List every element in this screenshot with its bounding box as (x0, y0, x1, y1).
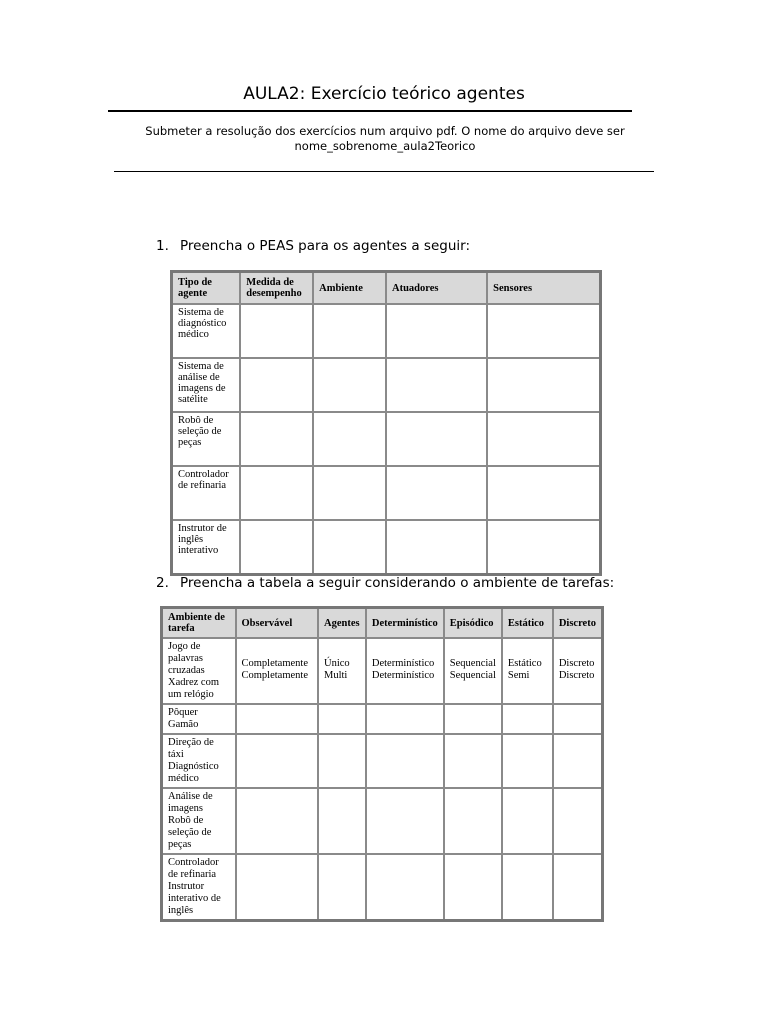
agents-cell (318, 638, 366, 704)
page-title: AULA2: Exercício teórico agentes (243, 84, 525, 104)
observable-value: Completamente (241, 670, 308, 681)
table-row (162, 854, 603, 921)
peas-empty-cell[interactable] (386, 358, 487, 412)
discrete-value: Discreto (558, 658, 595, 669)
peas-header-environment: Ambiente (313, 272, 386, 305)
episodic-value: Sequencial (449, 658, 496, 669)
discrete-value: Discreto (558, 670, 595, 681)
peas-empty-cell[interactable] (313, 520, 386, 575)
peas-empty-cell[interactable] (313, 358, 386, 412)
env-name: Direção de táxi (168, 737, 214, 760)
question-1-number: 1. (156, 238, 169, 254)
env-header-discrete: Discreto (553, 608, 603, 639)
peas-agent-cell: Controlador de refinaria (172, 466, 241, 520)
env-empty-cell[interactable] (502, 788, 553, 854)
episodic-value: Sequencial (449, 670, 496, 681)
env-header-observable: Observável (236, 608, 319, 639)
env-name-cell (162, 704, 236, 734)
env-empty-cell[interactable] (502, 734, 553, 788)
env-name-cell (162, 638, 236, 704)
env-empty-cell[interactable] (444, 734, 502, 788)
table-row (162, 704, 603, 734)
peas-empty-cell[interactable] (487, 304, 600, 358)
peas-agent-cell: Sistema de análise de imagens de satélite (172, 358, 241, 412)
table-row (162, 788, 603, 854)
peas-agent-cell: Robô de seleção de peças (172, 412, 241, 466)
env-name-cell (162, 788, 236, 854)
peas-empty-cell[interactable] (240, 358, 313, 412)
question-1-text: Preencha o PEAS para os agentes a seguir: (180, 238, 470, 254)
env-name: Xadrez com um relógio (168, 677, 220, 700)
env-empty-cell[interactable] (236, 704, 319, 734)
env-name-cell (162, 734, 236, 788)
peas-empty-cell[interactable] (240, 466, 313, 520)
question-2 (156, 575, 614, 591)
env-empty-cell[interactable] (318, 704, 366, 734)
env-header-episodic: Episódico (444, 608, 502, 639)
env-empty-cell[interactable] (444, 704, 502, 734)
env-empty-cell[interactable] (318, 788, 366, 854)
peas-agent-cell: Sistema de diagnóstico médico (172, 304, 241, 358)
env-header-deterministic: Determinístico (366, 608, 444, 639)
env-name: Análise de imagens (168, 791, 213, 814)
instruction-line-1: Submeter a resolução dos exercícios num arquivo pdf. O nome do arquivo deve ser (145, 124, 625, 138)
static-cell (502, 638, 553, 704)
env-header-agents: Agentes (318, 608, 366, 639)
question-2-text: Preencha a tabela a seguir considerando o ambiente de tarefas: (180, 575, 615, 591)
env-empty-cell[interactable] (366, 704, 444, 734)
env-empty-cell[interactable] (502, 704, 553, 734)
env-empty-cell[interactable] (236, 854, 319, 921)
table-row (172, 304, 601, 358)
env-empty-cell[interactable] (444, 854, 502, 921)
static-value: Semi (507, 670, 530, 681)
environment-table (160, 606, 604, 922)
peas-empty-cell[interactable] (313, 304, 386, 358)
discrete-cell (553, 638, 603, 704)
peas-empty-cell[interactable] (386, 520, 487, 575)
question-1 (156, 238, 470, 254)
peas-empty-cell[interactable] (240, 304, 313, 358)
title-divider (108, 110, 632, 112)
env-empty-cell[interactable] (366, 854, 444, 921)
env-empty-cell[interactable] (236, 788, 319, 854)
peas-empty-cell[interactable] (313, 412, 386, 466)
observable-value: Completamente (241, 658, 308, 669)
env-header-static: Estático (502, 608, 553, 639)
env-empty-cell[interactable] (502, 854, 553, 921)
table-row (172, 520, 601, 575)
peas-empty-cell[interactable] (487, 358, 600, 412)
env-name: Robô de seleção de peças (168, 815, 212, 850)
peas-header-sensors: Sensores (487, 272, 600, 305)
observable-cell (236, 638, 319, 704)
env-name: Gamão (168, 719, 199, 730)
peas-empty-cell[interactable] (386, 412, 487, 466)
env-empty-cell[interactable] (553, 788, 603, 854)
instruction-line-2: nome_sobrenome_aula2Teorico (294, 139, 476, 153)
env-name: Jogo de palavras cruzadas (168, 641, 205, 676)
peas-header-agent-type: Tipo de agente (172, 272, 241, 305)
env-name: Instrutor interativo de inglês (168, 881, 221, 916)
peas-empty-cell[interactable] (313, 466, 386, 520)
peas-empty-cell[interactable] (240, 520, 313, 575)
agents-value: Único (324, 658, 350, 669)
peas-empty-cell[interactable] (240, 412, 313, 466)
peas-empty-cell[interactable] (386, 466, 487, 520)
static-value: Estático (507, 658, 542, 669)
env-name: Pôquer (168, 707, 198, 718)
env-empty-cell[interactable] (236, 734, 319, 788)
peas-table (170, 270, 602, 576)
table-row (162, 638, 603, 704)
instructions (120, 124, 650, 154)
peas-empty-cell[interactable] (487, 412, 600, 466)
env-empty-cell[interactable] (366, 788, 444, 854)
separator-line (114, 171, 654, 172)
peas-header-performance: Medida de desempenho (240, 272, 313, 305)
env-name: Diagnóstico médico (168, 761, 219, 784)
deterministic-value: Determinístico (371, 658, 435, 669)
peas-header-actuators: Atuadores (386, 272, 487, 305)
env-empty-cell[interactable] (366, 734, 444, 788)
peas-empty-cell[interactable] (487, 520, 600, 575)
table-row (172, 412, 601, 466)
env-empty-cell[interactable] (444, 788, 502, 854)
peas-empty-cell[interactable] (386, 304, 487, 358)
question-2-number: 2. (156, 575, 169, 591)
env-header-row (162, 608, 603, 639)
env-empty-cell[interactable] (318, 854, 366, 921)
env-empty-cell[interactable] (553, 704, 603, 734)
env-empty-cell[interactable] (318, 734, 366, 788)
table-row (172, 466, 601, 520)
episodic-cell (444, 638, 502, 704)
peas-header-row (172, 272, 601, 305)
env-name: Controlador de refinaria (168, 857, 219, 880)
env-header-environment: Ambiente de tarefa (162, 608, 236, 639)
deterministic-cell (366, 638, 444, 704)
table-row (162, 734, 603, 788)
peas-agent-cell: Instrutor de inglês interativo (172, 520, 241, 575)
env-empty-cell[interactable] (553, 854, 603, 921)
peas-empty-cell[interactable] (487, 466, 600, 520)
env-empty-cell[interactable] (553, 734, 603, 788)
table-row (172, 358, 601, 412)
agents-value: Multi (324, 670, 348, 681)
env-name-cell (162, 854, 236, 921)
deterministic-value: Determinístico (371, 670, 435, 681)
